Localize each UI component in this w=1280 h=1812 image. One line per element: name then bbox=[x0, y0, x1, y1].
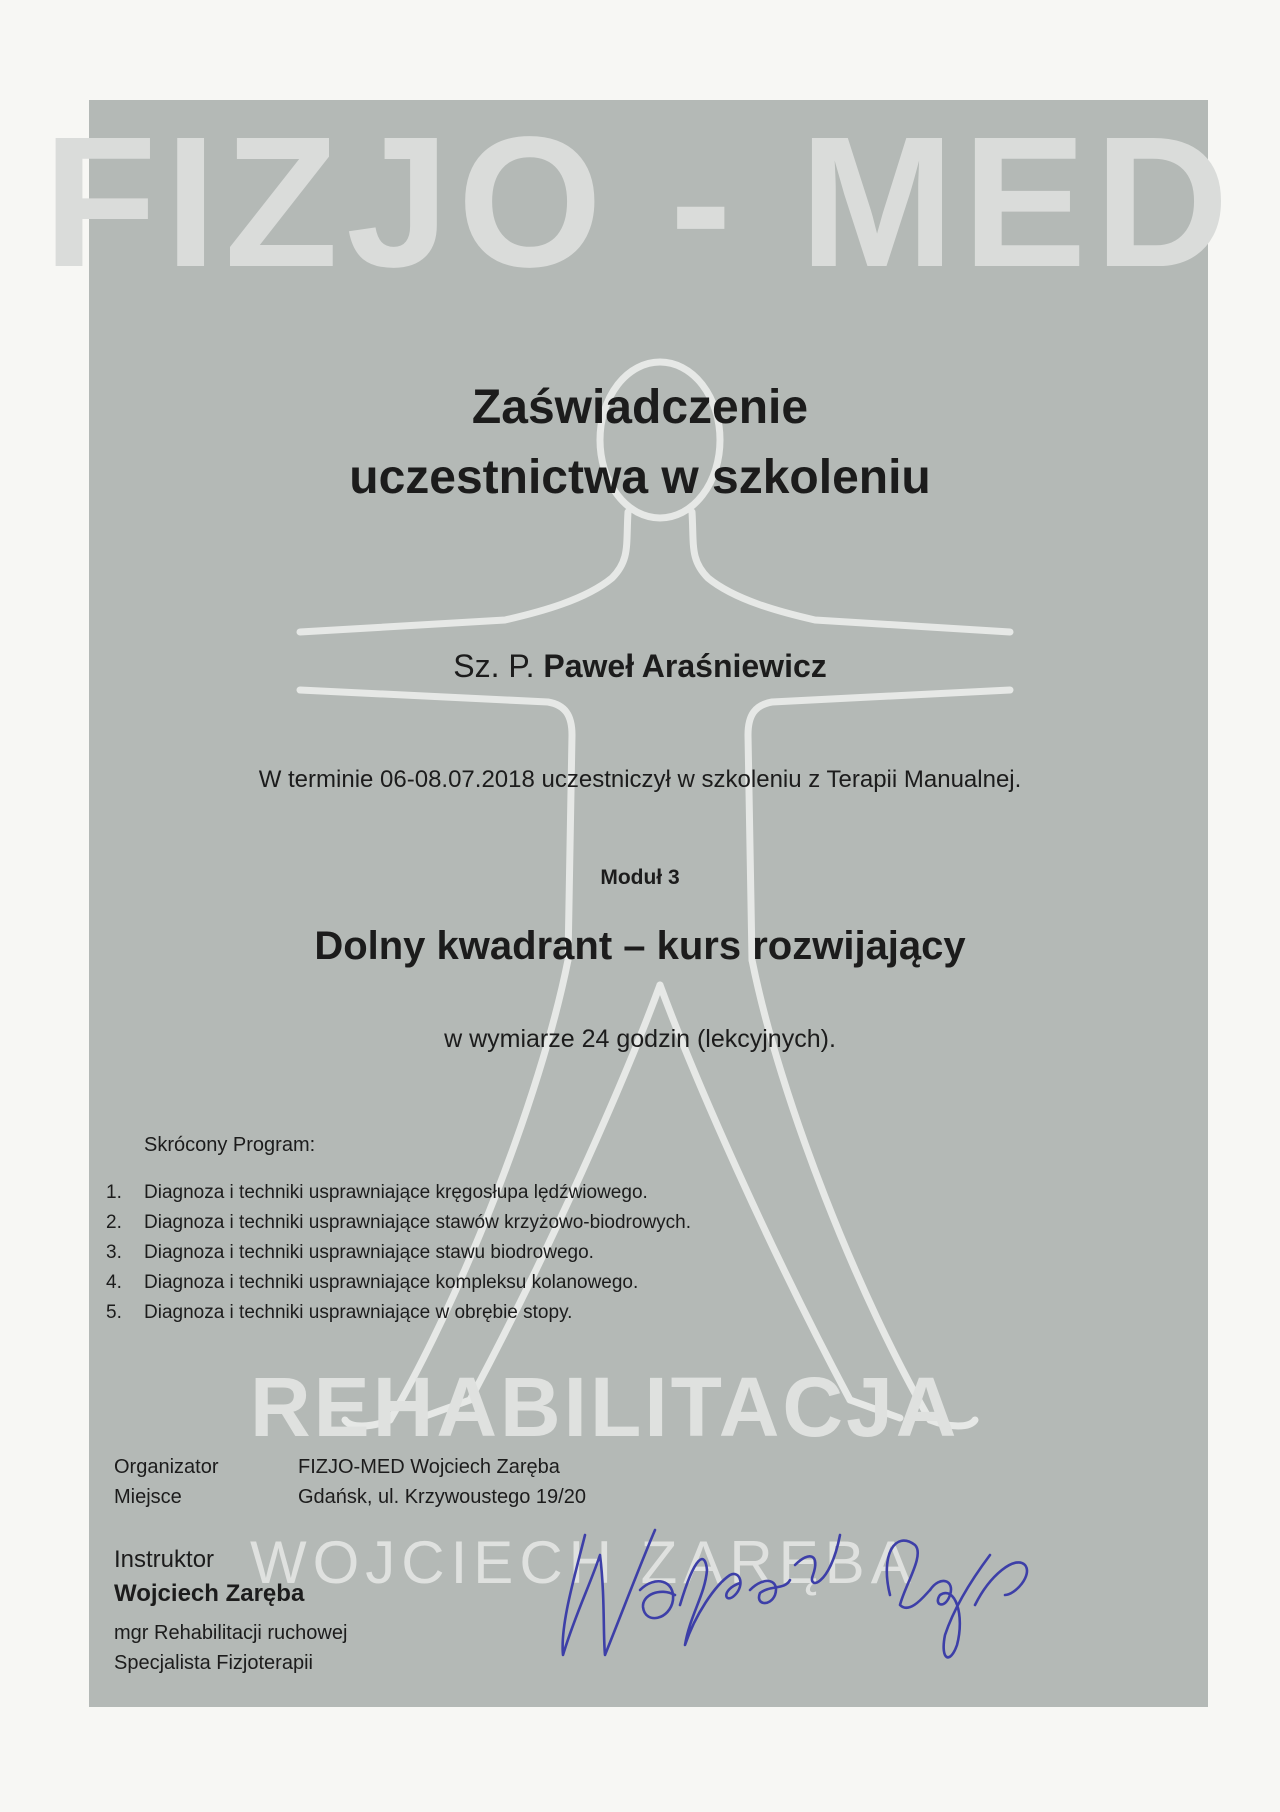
participant-name: Paweł Araśniewicz bbox=[543, 648, 827, 684]
certificate-title: Zaświadczenie bbox=[471, 381, 809, 434]
place-label: Miejsce bbox=[114, 1486, 182, 1508]
instructor-label: Instruktor bbox=[114, 1546, 215, 1573]
certificate-subtitle: uczestnictwa w szkoleniu bbox=[349, 451, 931, 504]
participant-line bbox=[0, 648, 1280, 685]
program-item: 4. Diagnoza i techniki usprawniające kompleksu kolanowego. bbox=[106, 1272, 639, 1293]
program-item: 2. Diagnoza i techniki usprawniające stawów krzyżowo-biodrowych. bbox=[106, 1212, 692, 1233]
program-item: 1. Diagnoza i techniki usprawniające kręgosłupa lędźwiowego. bbox=[106, 1182, 648, 1203]
module-label: Moduł 3 bbox=[600, 866, 680, 889]
organizer-label: Organizator bbox=[114, 1456, 219, 1478]
watermark-fizjo-med: FIZJO - MED bbox=[43, 99, 1237, 306]
watermark-wojciech-zareba: WOJCIECH ZARĘBA bbox=[250, 1529, 917, 1596]
program-item: 5. Diagnoza i techniki usprawniające w obrębie stopy. bbox=[106, 1302, 573, 1323]
instructor-degree: mgr Rehabilitacji ruchowej bbox=[114, 1622, 348, 1644]
course-title: Dolny kwadrant – kurs rozwijający bbox=[314, 924, 966, 968]
instructor-name: Wojciech Zaręba bbox=[114, 1580, 305, 1607]
place-value: Gdańsk, ul. Krzywoustego 19/20 bbox=[298, 1486, 586, 1508]
watermark-rehabilitacja: REHABILITACJA bbox=[250, 1360, 960, 1454]
hours-sentence: w wymiarze 24 godzin (lekcyjnych). bbox=[444, 1025, 836, 1053]
program-item: 3. Diagnoza i techniki usprawniające stawu biodrowego. bbox=[106, 1242, 594, 1263]
term-sentence: W terminie 06-08.07.2018 uczestniczył w szkoleniu z Terapii Manualnej. bbox=[258, 766, 1022, 793]
organizer-value: FIZJO-MED Wojciech Zaręba bbox=[298, 1456, 560, 1478]
handwritten-signature bbox=[545, 1495, 1045, 1670]
salutation: Sz. P. bbox=[453, 648, 535, 684]
instructor-specialty: Specjalista Fizjoterapii bbox=[114, 1652, 313, 1674]
program-label: Skrócony Program: bbox=[144, 1134, 316, 1156]
program-list bbox=[106, 1178, 691, 1328]
